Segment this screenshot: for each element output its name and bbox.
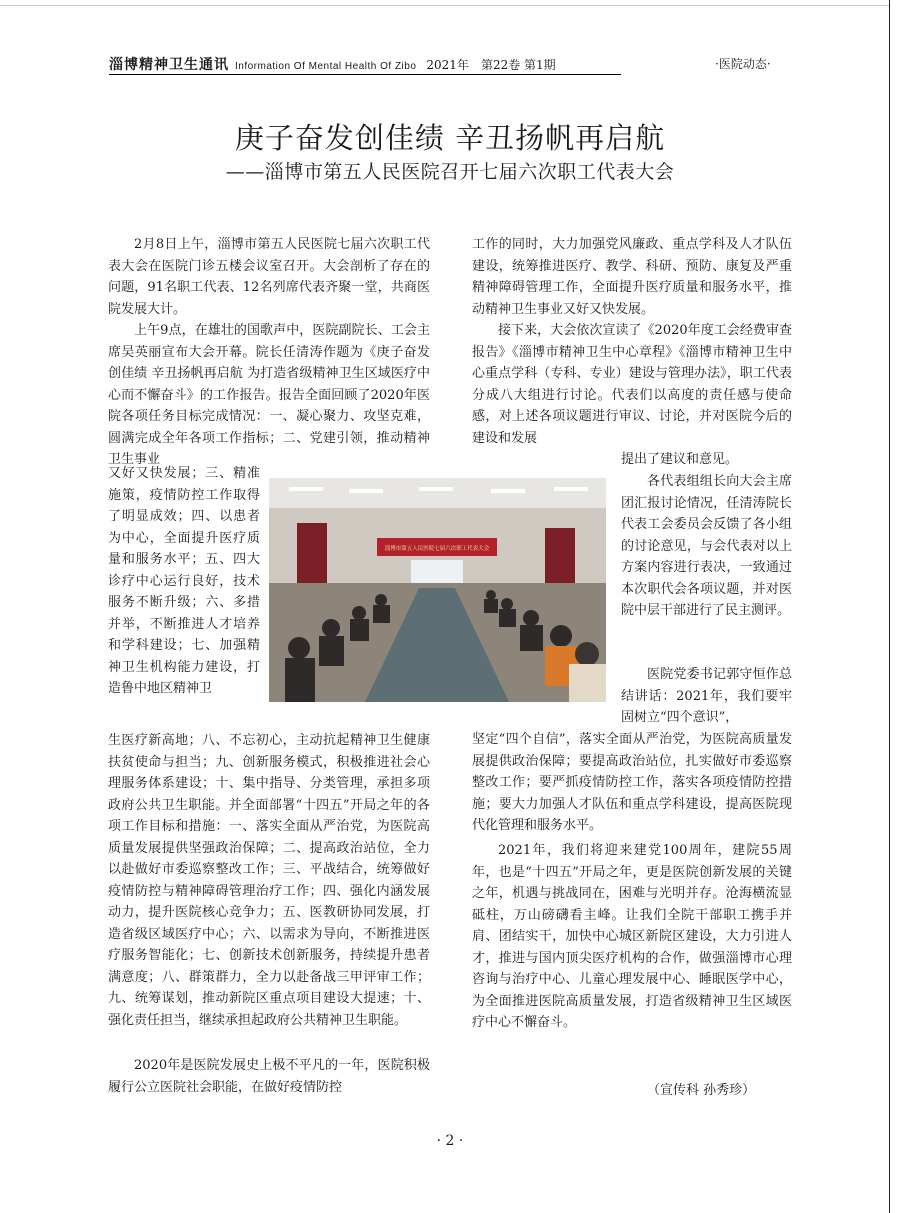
right-paragraph-3: 各代表组组长向大会主席团汇报讨论情况，任清涛院长代表工会委员会反馈了各小组的讨论意见，与会代表对以上方案内容进行表决，一致通过本次职代会各项议题，并对医院中层干部进行了民主测评。 — [621, 474, 792, 618]
article-title: 庚子奋发创佳绩 辛丑扬帆再启航 — [234, 121, 666, 155]
photo-banner-text: 淄博市第五人民医院七届六次职工代表大会 — [384, 546, 490, 552]
right-paragraph-2: 接下来，大会依次宣读了《2020年度工会经费审查报告》《淄博市精神卫生中心章程》《淄博市精神卫生中心重点学科（专科、专业）建设与管理办法》，职工代表分成八大组进行讨论。代表们以高度的责任感与使命感，对上述各项议题进行审议、讨论，并对医院今后的建设和发展 — [472, 323, 792, 446]
right-paragraph-2-wrap: 提出了建议和意见。 — [621, 452, 739, 467]
page-top-edge — [0, 5, 889, 6]
running-header — [109, 54, 629, 74]
page-number: · 2 · — [436, 1133, 464, 1149]
left-paragraph-1: 2月8日上午，淄博市第五人民医院七届六次职工代表大会在医院门诊五楼会议室召开。大会剖析了存在的问题，91名职工代表、12名列席代表齐聚一堂，共商医院发展大计。 — [108, 237, 430, 317]
header-rule — [109, 74, 621, 75]
article-subtitle: ——淄博市第五人民医院召开七届六次职工代表大会 — [225, 161, 675, 183]
right-paragraph-4: 医院党委书记郭守恒作总结讲话：2021年，我们要牢固树立“四个意识”， — [621, 667, 792, 725]
right-paragraph-1: 工作的同时，大力加强党风廉政、重点学科及人才队伍建设，统筹推进医疗、教学、科研、预防、康复及严重精神障碍管理工作，全面提升医疗质量和服务水平，推动精神卫生事业又好又快发展。 — [472, 237, 792, 317]
byline: （宣传科 孙秀珍） — [647, 1083, 756, 1098]
left-paragraph-2-wrap: 又好又快发展；三、精准施策，疫情防控工作取得了明显成效；四、以患者为中心，全面提升医疗质量和服务水平；五、四大诊疗中心运行良好，技术服务不断升级；六、多措并举，不断推进人才培养和学科建设；七、加强精神卫生机构能力建设，打造鲁中地区精神卫 — [108, 466, 260, 696]
right-paragraph-4-tail: 坚定“四个自信”，落实全面从严治党，为医院高质量发展提供政治保障；要提高政治站位，扎实做好市委巡察整改工作；要严抓疫情防控工作，落实各项疫情防控措施；要大力加强人才队伍和重点学科建设，提高医院现代化管理和服务水平。 — [472, 732, 792, 833]
meeting-photo-illustration — [269, 478, 606, 702]
journal-name: 淄博精神卫生通讯 — [109, 57, 229, 73]
issue-info: 2021年 第22卷 第1期 — [426, 58, 556, 72]
meeting-photo — [269, 478, 606, 702]
left-paragraph-3: 2020年是医院发展史上极不平凡的一年，医院积极履行公立医院社会职能，在做好疫情防控 — [108, 1058, 430, 1095]
journal-english-name: Information Of Mental Health Of Zibo — [235, 61, 417, 72]
section-tag: ·医院动态· — [715, 57, 771, 71]
left-paragraph-2: 上午9点，在雄壮的国歌声中，医院副院长、工会主席吴英丽宣布大会开幕。院长任清涛作题为《庚子奋发创佳绩 辛丑扬帆再启航 为打造省级精神卫生区域医疗中心而不懈奋斗》的工作报告。报告全面回顾了2020年医院各项任务目标完成情况：一、凝心聚力、攻坚克难，圆满完成全年各项工作指标；二、党建引领，推动精神卫生事业 — [108, 323, 430, 467]
left-paragraph-2-tail: 生医疗新高地；八、不忘初心，主动抗起精神卫生健康扶贫使命与担当；九、创新服务模式，积极推进社会心理服务体系建设；十、集中指导、分类管理，承担多项政府公共卫生职能。并全面部署“十四五”开局之年的各项工作目标和措施：一、落实全面从严治党，为医院高质量发展提供坚强政治保障；二、提高政治站位，全力以赴做好市委巡察整改工作；三、平战结合，统筹做好疫情防控与精神障碍管理治疗工作；四、强化内涵发展动力，提升医院核心竞争力；五、医教研协同发展，打造省级区域医疗中心；六、以需求为导向，不断推进医疗服务智能化；七、创新技术创新服务，持续提升患者满意度；八、群策群力，全力以赴备战三甲评审工作；九、统筹谋划，推动新院区重点项目建设大提速；十、强化责任担当，继续承担起政府公共精神卫生职能。 — [108, 733, 430, 1028]
right-paragraph-5: 2021年，我们将迎来建党100周年，建院55周年，也是“十四五”开局之年，更是医院创新发展的关键之年，机遇与挑战同在，困难与光明并存。沧海横流显砥柱，万山磅礴看主峰。让我们全院干部职工携手并肩、团结实干，加快中心城区新院区建设，大力引进人才，推进与国内顶尖医疗机构的合作，做强淄博市心理咨询与治疗中心、儿童心理发展中心、睡眠医学中心，为全面推进医院高质量发展，打造省级精神卫生区域医疗中心不懈奋斗。 — [472, 843, 792, 1030]
